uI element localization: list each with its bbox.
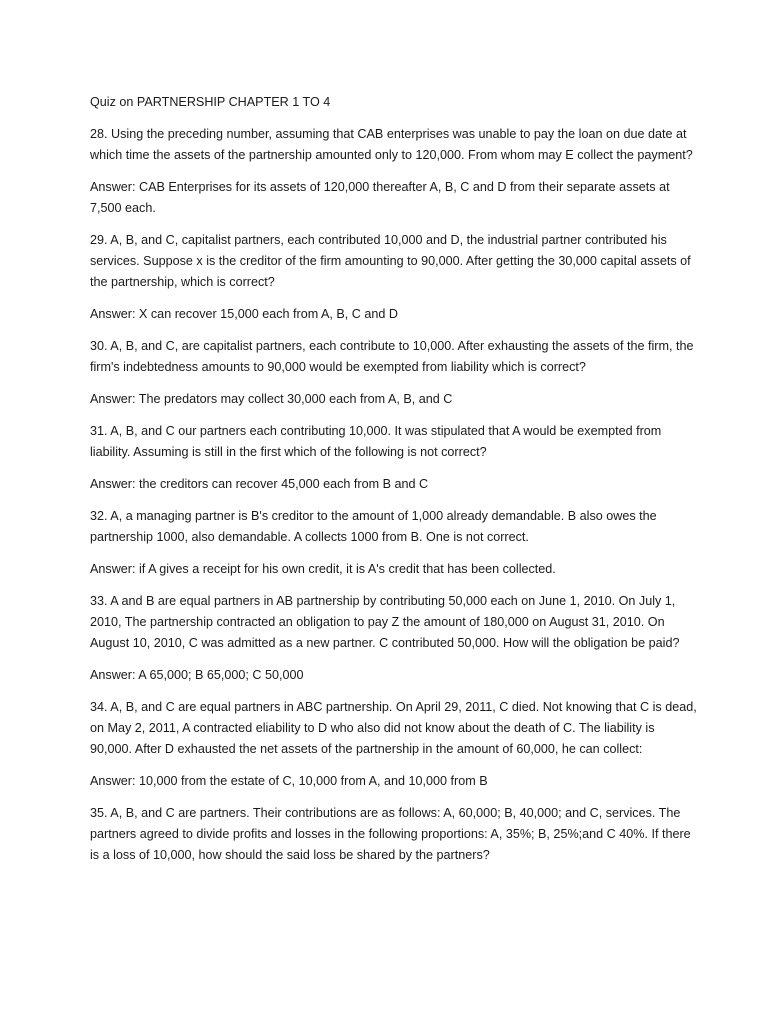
answer-28: Answer: CAB Enterprises for its assets of 120,000 thereafter A, B, C and D from their separate assets at 7,500 each. <box>90 180 670 215</box>
question-28: 28. Using the preceding number, assuming that CAB enterprises was unable to pay the loan on due date at which time the assets of the partnership amounted only to 120,000. From whom may E collect the payment? <box>90 127 693 162</box>
quiz-item-28 <box>90 124 698 219</box>
quiz-item-32 <box>90 506 698 580</box>
quiz-item-34 <box>90 697 698 792</box>
question-33: 33. A and B are equal partners in AB partnership by contributing 50,000 each on June 1, 2010. On July 1, 2010, The partnership contracted an obligation to pay Z the amount of 180,000 on August 31, 2010. On August 10, 2010, C was admitted as a new partner. C contributed 50,000. How will the obligation be paid? <box>90 594 680 650</box>
question-34: 34. A, B, and C are equal partners in ABC partnership. On April 29, 2011, C died. Not knowing that C is dead, on May 2, 2011, A contracted eliability to D who also did not know about the death of C. The liability is 90,000. After D exhausted the net assets of the partnership in the amount of 60,000, he can collect: <box>90 700 697 756</box>
document-title: Quiz on PARTNERSHIP CHAPTER 1 TO 4 <box>90 95 331 109</box>
quiz-item-35 <box>90 803 698 866</box>
quiz-item-30 <box>90 336 698 410</box>
question-32: 32. A, a managing partner is B's creditor to the amount of 1,000 already demandable. B also owes the partnership 1000, also demandable. A collects 1000 from B. One is not correct. <box>90 509 657 544</box>
question-31: 31. A, B, and C our partners each contributing 10,000. It was stipulated that A would be exempted from liability. Assuming is still in the first which of the following is not correct? <box>90 424 662 459</box>
answer-34: Answer: 10,000 from the estate of C, 10,000 from A, and 10,000 from B <box>90 774 488 788</box>
quiz-item-29 <box>90 230 698 325</box>
question-35: 35. A, B, and C are partners. Their contributions are as follows: A, 60,000; B, 40,000; and C, services. The partners agreed to divide profits and losses in the following proportions: A, 35%; B, 25%;and C 40%. If there is a loss of 10,000, how should the said loss be shared by the partners? <box>90 806 691 862</box>
question-29: 29. A, B, and C, capitalist partners, each contributed 10,000 and D, the industrial partner contributed his services. Suppose x is the creditor of the firm amounting to 90,000. After getting the 30,000 capital assets of the partnership, which is correct? <box>90 233 691 289</box>
answer-29: Answer: X can recover 15,000 each from A, B, C and D <box>90 307 398 321</box>
answer-32: Answer: if A gives a receipt for his own credit, it is A's credit that has been collected. <box>90 562 556 576</box>
answer-30: Answer: The predators may collect 30,000 each from A, B, and C <box>90 392 453 406</box>
quiz-item-31 <box>90 421 698 495</box>
answer-33: Answer: A 65,000; B 65,000; C 50,000 <box>90 668 304 682</box>
quiz-item-33 <box>90 591 698 686</box>
question-30: 30. A, B, and C, are capitalist partners, each contribute to 10,000. After exhausting the assets of the firm, the firm's indebtedness amounts to 90,000 would be exempted from liability which is correct? <box>90 339 694 374</box>
answer-31: Answer: the creditors can recover 45,000 each from B and C <box>90 477 429 491</box>
